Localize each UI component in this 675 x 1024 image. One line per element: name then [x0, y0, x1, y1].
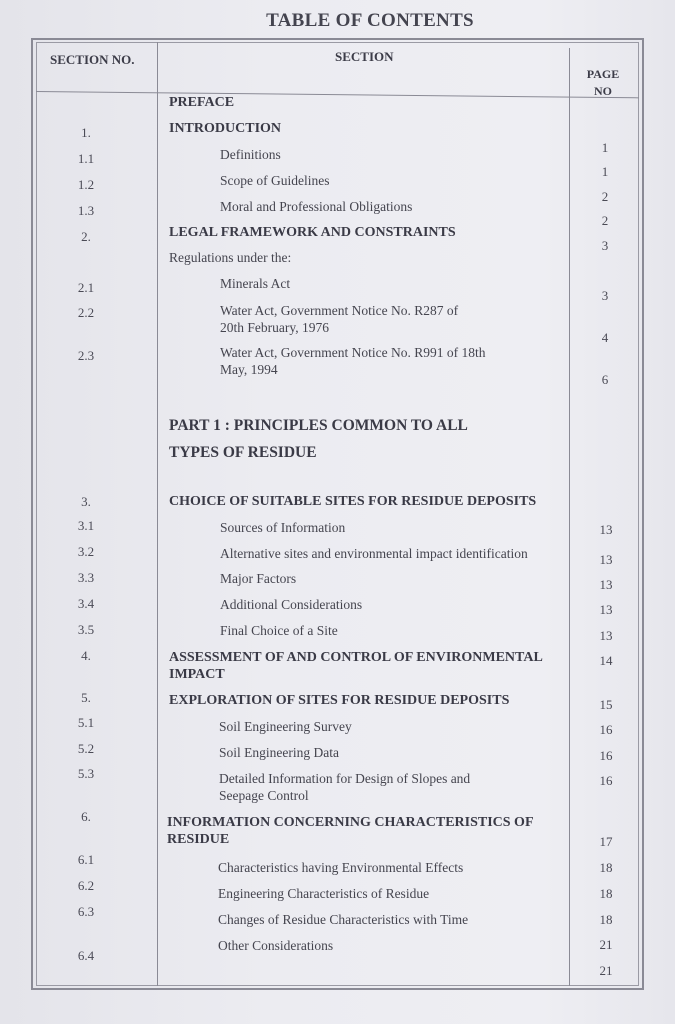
header-page-line2: NO	[594, 84, 612, 98]
page-number: 14	[599, 653, 613, 668]
toc-entry-line: Seepage Control	[219, 788, 309, 803]
page-number: 13	[599, 522, 613, 537]
page-number: 13	[599, 628, 613, 643]
page-number: 13	[599, 577, 613, 592]
section-number: 6.2	[77, 878, 95, 893]
toc-heading-line: RESIDUE	[167, 832, 230, 847]
section-number: 6.1	[77, 852, 95, 867]
toc-heading-line: ASSESSMENT OF AND CONTROL OF ENVIRONMENTAL	[169, 650, 543, 665]
section-number: 2.3	[77, 348, 95, 363]
section-number: 3.4	[77, 596, 95, 611]
toc-heading-information	[167, 814, 534, 848]
page-number: 6	[601, 372, 609, 387]
toc-entry-definitions: Definitions	[220, 147, 281, 162]
toc-heading-assessment	[169, 649, 543, 683]
column-divider-left	[157, 42, 158, 986]
toc-entry-minerals: Minerals Act	[220, 276, 291, 291]
section-number: 6.3	[77, 904, 95, 919]
section-number: 6.	[81, 809, 91, 824]
page-number: 13	[599, 602, 613, 617]
page-number: 4	[601, 330, 609, 345]
section-number: 5.	[81, 690, 91, 705]
toc-entry-water-r991	[220, 344, 485, 378]
toc-entry-scope: Scope of Guidelines	[220, 173, 330, 188]
toc-heading-line: PART 1 : PRINCIPLES COMMON TO ALL	[169, 417, 468, 434]
toc-heading-legal: LEGAL FRAMEWORK AND CONSTRAINTS	[169, 225, 456, 240]
toc-heading-line: IMPACT	[169, 667, 225, 682]
toc-entry-water-r287	[220, 302, 458, 336]
toc-heading-line: INFORMATION CONCERNING CHARACTERISTICS OF	[167, 815, 534, 830]
toc-entry-soil-survey: Soil Engineering Survey	[219, 719, 352, 734]
section-number: 4.	[81, 648, 91, 663]
page-number: 21	[599, 963, 613, 978]
page-title: TABLE OF CONTENTS	[266, 10, 474, 31]
toc-entry-final: Final Choice of a Site	[220, 623, 338, 638]
toc-entry-major: Major Factors	[220, 571, 297, 586]
toc-entry-eng-char: Engineering Characteristics of Residue	[218, 886, 430, 901]
toc-heading-part1	[169, 412, 468, 466]
toc-heading-exploration: EXPLORATION OF SITES FOR RESIDUE DEPOSITS	[169, 693, 510, 708]
toc-entry-moral: Moral and Professional Obligations	[220, 199, 413, 214]
page-number: 15	[599, 697, 613, 712]
toc-entry-line: Water Act, Government Notice No. R287 of	[220, 303, 459, 318]
section-number: 3.5	[77, 622, 95, 637]
toc-entry-line: 20th February, 1976	[220, 320, 329, 335]
section-number: 1.1	[77, 151, 95, 166]
toc-entry-line: Detailed Information for Design of Slopes and	[219, 771, 471, 786]
section-number: 2.2	[77, 305, 95, 320]
toc-entry-env-effects: Characteristics having Environmental Effects	[218, 860, 464, 875]
toc-entry-changes: Changes of Residue Characteristics with Time	[218, 912, 469, 927]
column-divider-right	[569, 48, 570, 986]
page-number: 1	[601, 164, 609, 179]
section-number: 3.1	[77, 518, 95, 533]
toc-heading-introduction: INTRODUCTION	[169, 121, 282, 136]
toc-entry-soil-data: Soil Engineering Data	[219, 745, 339, 760]
section-number: 2.	[81, 229, 91, 244]
page-number: 21	[599, 937, 613, 952]
page-number: 16	[599, 722, 613, 737]
section-number: 1.2	[77, 177, 95, 192]
page-number: 13	[599, 552, 613, 567]
toc-heading-preface: PREFACE	[169, 95, 235, 110]
page-number: 18	[599, 912, 613, 927]
page-number: 16	[599, 748, 613, 763]
page-number: 18	[599, 886, 613, 901]
section-number: 5.3	[77, 766, 95, 781]
page-number: 2	[601, 189, 609, 204]
section-number: 3.3	[77, 570, 95, 585]
header-section: SECTION	[335, 49, 394, 64]
page-number: 17	[599, 834, 613, 849]
section-number: 2.1	[77, 280, 95, 295]
section-number: 1.3	[77, 203, 95, 218]
section-number: 6.4	[77, 948, 95, 963]
page-number: 16	[599, 773, 613, 788]
header-section-no: SECTION NO.	[50, 52, 135, 67]
page-number: 1	[601, 140, 609, 155]
page-number: 3	[601, 288, 609, 303]
toc-heading-line: TYPES OF RESIDUE	[169, 444, 317, 461]
page-number: 2	[601, 213, 609, 228]
toc-entry-regulations: Regulations under the:	[169, 250, 292, 265]
toc-entry-other: Other Considerations	[218, 938, 334, 953]
toc-entry-line: Water Act, Government Notice No. R991 of 18th	[220, 345, 486, 360]
toc-entry-line: May, 1994	[220, 362, 278, 377]
section-number: 3.2	[77, 544, 95, 559]
section-number: 1.	[81, 125, 91, 140]
toc-entry-alternative: Alternative sites and environmental impact identification	[220, 546, 528, 561]
section-number: 3.	[81, 494, 91, 509]
toc-entry-sources: Sources of Information	[220, 520, 346, 535]
section-number: 5.2	[77, 741, 95, 756]
toc-entry-detailed	[219, 770, 470, 804]
header-page-line1: PAGE	[586, 67, 620, 81]
page-number: 3	[601, 238, 609, 253]
toc-heading-choice: CHOICE OF SUITABLE SITES FOR RESIDUE DEPOSITS	[169, 494, 537, 509]
toc-entry-additional: Additional Considerations	[220, 597, 363, 612]
section-number: 5.1	[77, 715, 95, 730]
page-number: 18	[599, 860, 613, 875]
header-page-no	[578, 66, 628, 100]
